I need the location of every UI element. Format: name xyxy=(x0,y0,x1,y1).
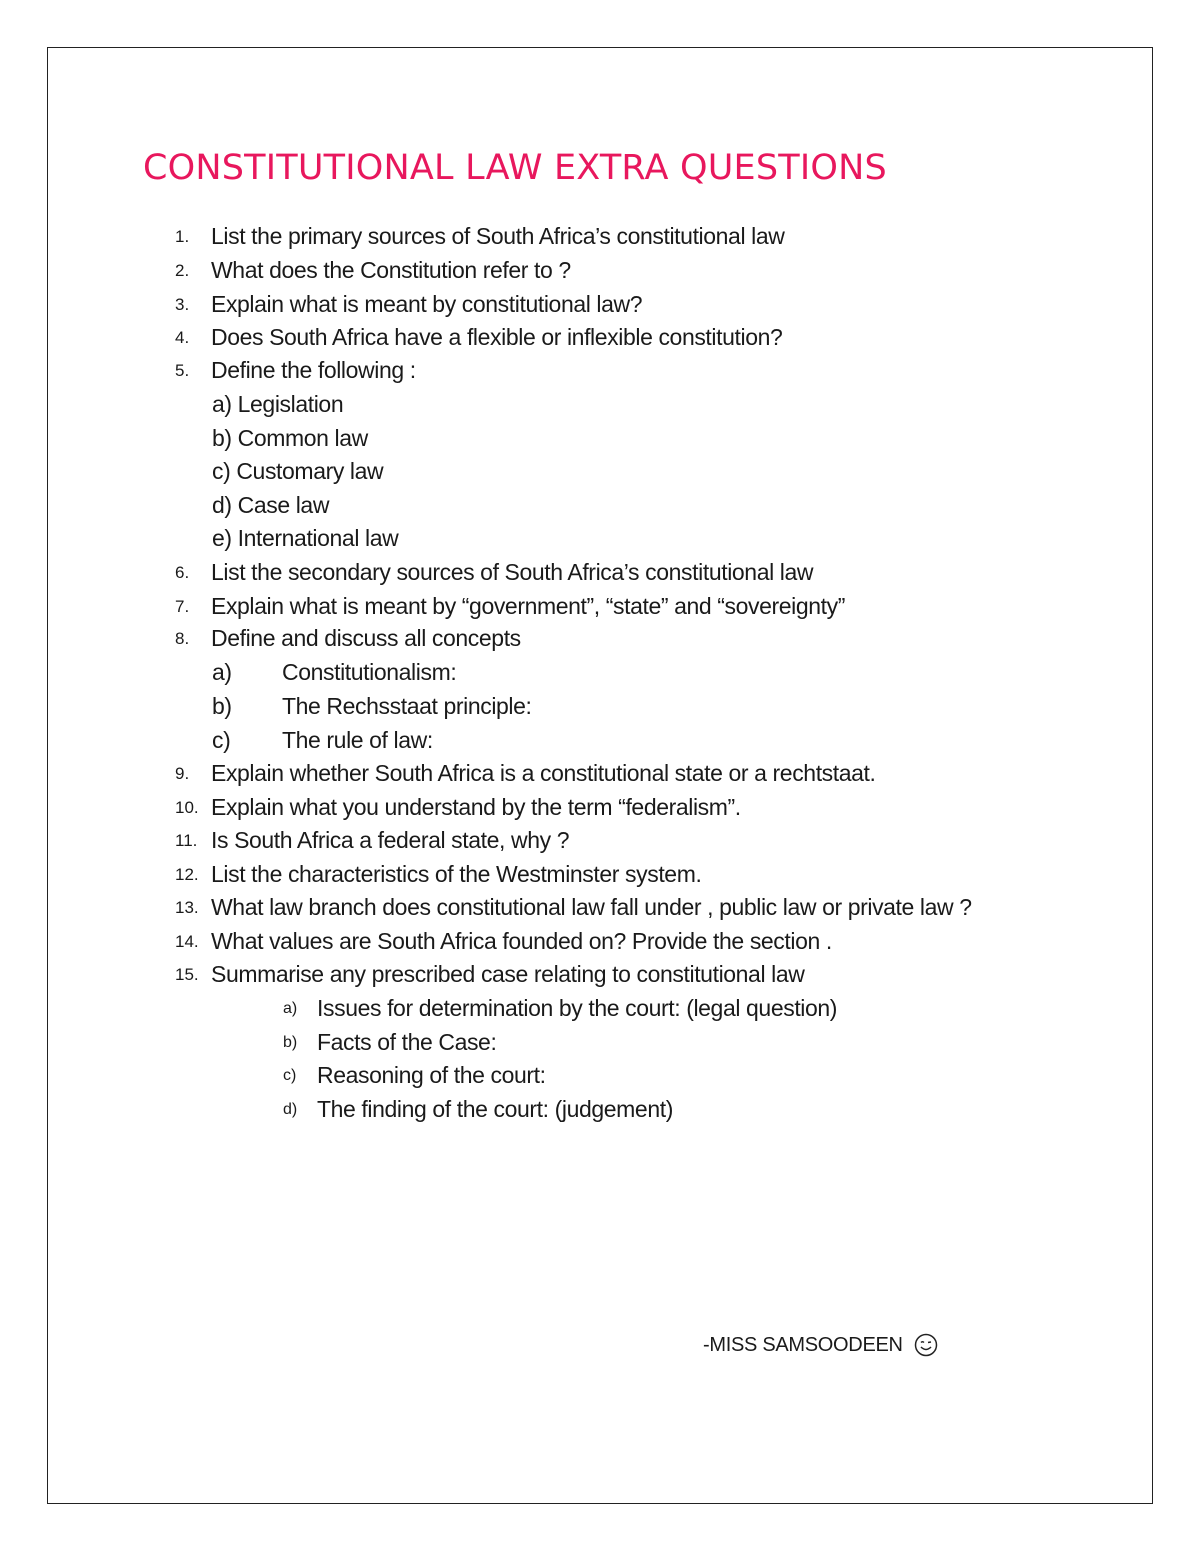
subitem: Facts of the Case: xyxy=(317,1029,497,1055)
question-text: Define the following : xyxy=(211,357,416,383)
subitem-letter: d) xyxy=(283,1101,298,1118)
subitem: Reasoning of the court: xyxy=(317,1062,546,1088)
subitem: a) Legislation xyxy=(212,391,344,417)
question-text: Explain what you understand by the term “federalism”. xyxy=(211,794,741,820)
question-text: List the secondary sources of South Africa’s constitutional law xyxy=(211,559,814,585)
question-number: 3. xyxy=(175,295,190,314)
subitem-letter: b) xyxy=(212,693,232,719)
subitem: b) Common law xyxy=(212,425,368,451)
question-text: What law branch does constitutional law fall under , public law or private law ? xyxy=(211,894,972,920)
question-number: 4. xyxy=(175,328,190,347)
subitem: c) Customary law xyxy=(212,458,384,484)
question-number: 11. xyxy=(175,831,198,850)
subitem: The Rechsstaat principle: xyxy=(282,693,532,719)
question-text: Explain whether South Africa is a constitutional state or a rechtstaat. xyxy=(211,760,876,786)
question-number: 10. xyxy=(175,798,199,817)
subitem-letter: b) xyxy=(283,1034,298,1051)
document-title: CONSTITUTIONAL LAW EXTRA QUESTIONS xyxy=(143,148,887,188)
question-text: What does the Constitution refer to ? xyxy=(211,257,571,283)
question-text: Define and discuss all concepts xyxy=(211,625,521,651)
question-number: 14. xyxy=(175,932,199,951)
question-number: 8. xyxy=(175,629,190,648)
question-number: 12. xyxy=(175,865,199,884)
subitem-letter: c) xyxy=(283,1067,297,1084)
smiley-face-icon xyxy=(914,1333,938,1357)
question-number: 6. xyxy=(175,563,190,582)
question-text: Explain what is meant by “government”, “state” and “sovereignty” xyxy=(211,593,846,619)
question-text: Summarise any prescribed case relating to constitutional law xyxy=(211,961,805,987)
subitem: Constitutionalism: xyxy=(282,659,457,685)
question-text: List the characteristics of the Westminster system. xyxy=(211,861,702,887)
subitem-letter: a) xyxy=(283,1000,298,1017)
subitem-letter: a) xyxy=(212,659,232,685)
question-text: What values are South Africa founded on? Provide the section . xyxy=(211,928,832,954)
subitem: Issues for determination by the court: (legal question) xyxy=(317,995,838,1021)
question-number: 2. xyxy=(175,261,190,280)
question-number: 1. xyxy=(175,227,190,246)
subitem: The finding of the court: (judgement) xyxy=(317,1096,673,1122)
question-text: List the primary sources of South Africa’s constitutional law xyxy=(211,223,785,249)
question-text: Does South Africa have a flexible or inflexible constitution? xyxy=(211,324,783,350)
question-text: Explain what is meant by constitutional law? xyxy=(211,291,643,317)
question-number: 15. xyxy=(175,965,199,984)
question-number: 13. xyxy=(175,898,199,917)
question-number: 9. xyxy=(175,764,190,783)
subitem: e) International law xyxy=(212,525,399,551)
signature: -MISS SAMSOODEEN xyxy=(703,1334,903,1356)
subitem-letter: c) xyxy=(212,727,231,753)
subitem: d) Case law xyxy=(212,492,330,518)
question-number: 7. xyxy=(175,597,190,616)
question-number: 5. xyxy=(175,361,190,380)
subitem: The rule of law: xyxy=(282,727,433,753)
question-text: Is South Africa a federal state, why ? xyxy=(211,827,570,853)
